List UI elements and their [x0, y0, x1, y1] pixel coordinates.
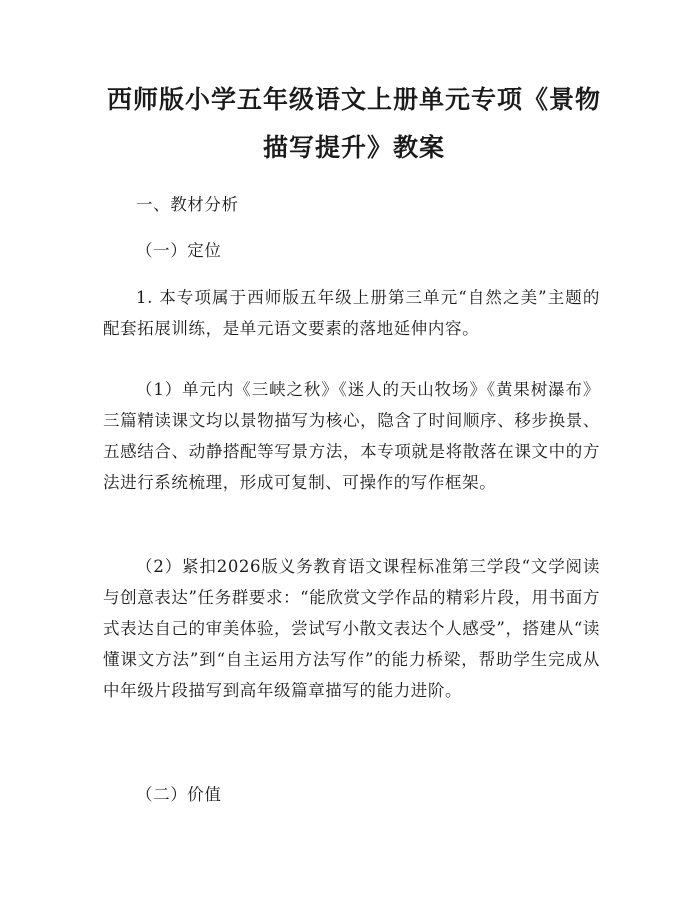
document-title-line-2: 描写提升》教案	[262, 133, 445, 162]
paragraph-3: （2）紧扣2026版义务教育语文课程标准第三学段“文学阅读与创意表达”任务群要求：“能欣赏文学作品的精彩片段，用书面方式表达自己的审美体验，尝试写小散文表达个人感受”，搭建从“读懂课文方法”到“自主运用方法写作”的能力桥梁，帮助学生完成从中年级片段描写到高年级篇章描写的能力进阶。	[103, 557, 600, 700]
section-heading-teaching-material-analysis: 一、教材分析	[136, 195, 239, 214]
paragraph-2: （1）单元内《三峡之秋》《迷人的天山牧场》《黄果树瀑布》三篇精读课文均以景物描写为核心，隐含了时间顺序、移步换景、五感结合、动静搭配等写景方法，本专项就是将散落在课文中的方法进行系统梳理，形成可复制、可操作的写作框架。	[103, 380, 600, 492]
document-title-line-1: 西师版小学五年级语文上册单元专项《景物	[106, 85, 601, 114]
subsection-heading-positioning: （一）定位	[136, 241, 222, 260]
paragraph-1: 1. 本专项属于西师版五年级上册第三单元“自然之美”主题的配套拓展训练，是单元语文要素的落地延伸内容。	[103, 288, 600, 338]
subsection-heading-value: （二）价值	[136, 785, 222, 804]
